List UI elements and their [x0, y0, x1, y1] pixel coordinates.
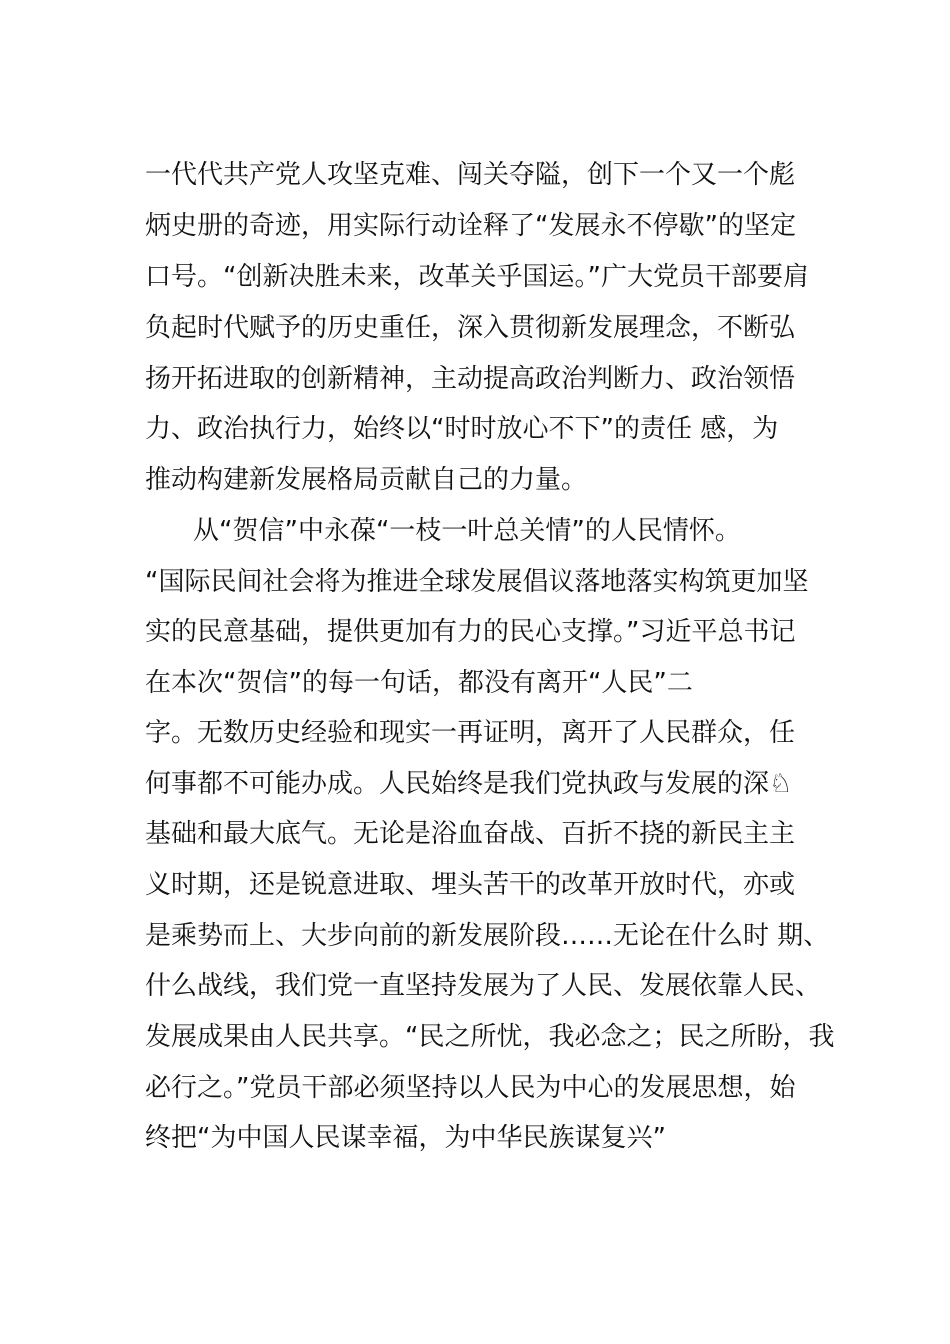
- text-line: 义时期，还是锐意进取、埋头苦干的改革开放时代，亦或: [145, 870, 796, 900]
- text-line: 字。无数历史经验和现实一再证明，离开了人民群众，任: [145, 718, 796, 748]
- text-line: 推动构建新发展格局贡献自己的力量。: [145, 465, 588, 495]
- text-line: 一代代共产党人攻坚克难、闯关夺隘，创下一个又一个彪: [145, 160, 796, 190]
- text-line: 负起时代赋予的历史重任，深入贯彻新发展理念，不断弘: [145, 313, 796, 343]
- text-line: “国际民间社会将为推进全球发展倡议落地落实构筑更加坚: [145, 567, 809, 597]
- text-line: 实的民意基础，提供更加有力的民心支撑。”习近平总书记: [145, 617, 796, 647]
- text-line: 发展成果由人民共享。“民之所忧，我必念之；民之所盼，我: [145, 1022, 835, 1052]
- text-line: 炳史册的奇迹，用实际行动诠释了“发展永不停歇”的坚定: [145, 211, 796, 241]
- text-line: 何事都不可能办成。人民始终是我们党执政与发展的深♘: [145, 769, 793, 799]
- text-line: 在本次“贺信”的每一句话，都没有离开“人民”二: [145, 668, 693, 698]
- text-line: 是乘势而上、大步向前的新发展阶段……无论在什么时 期、: [145, 921, 830, 951]
- text-line: 口号。“创新决胜未来，改革关乎国运。”广大党员干部要肩: [145, 262, 809, 292]
- paragraph-first-line: 从“贺信”中永葆“一枝一叶总关情”的人民情怀。: [193, 516, 741, 546]
- text-line: 什么战线，我们党一直坚持发展为了人民、发展依靠人民、: [145, 971, 822, 1001]
- text-line: 扬开拓进取的创新精神，主动提高政治判断力、政治领悟: [145, 364, 796, 394]
- text-line: 力、政治执行力，始终以“时时放心不下”的责任 感，为: [145, 414, 779, 444]
- text-line: 基础和最大底气。无论是浴血奋战、百折不挠的新民主主: [145, 819, 796, 849]
- text-line: 必行之。”党员干部必须坚持以人民为中心的发展思想，始: [145, 1073, 796, 1103]
- text-line: 终把“为中国人民谋幸福，为中华民族谋复兴”: [145, 1123, 666, 1153]
